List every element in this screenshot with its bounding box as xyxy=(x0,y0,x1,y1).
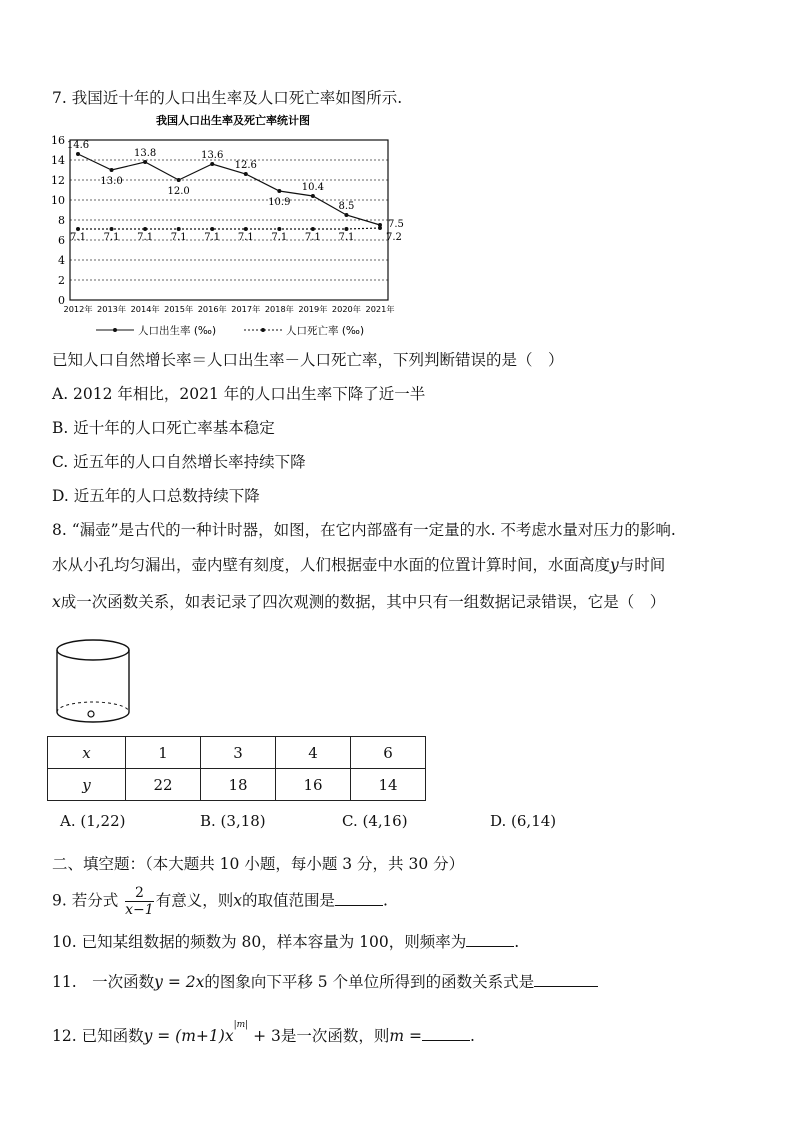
legend-label: 人口死亡率 (‰) xyxy=(286,325,365,337)
chart-plot-frame xyxy=(70,140,388,300)
water-clock-cylinder-image xyxy=(52,636,134,728)
data-label: 7.1 xyxy=(271,232,288,243)
x-tick-label: 2017年 xyxy=(231,304,261,314)
death-rate-point xyxy=(76,227,80,231)
death-rate-point xyxy=(344,227,348,231)
data-label: 7.1 xyxy=(304,232,321,243)
birth-death-rate-chart xyxy=(48,108,404,340)
birth-rate-point xyxy=(344,213,348,217)
table-row-y xyxy=(48,769,426,801)
q10-end: . xyxy=(514,933,520,951)
x-tick-label: 2015年 xyxy=(164,304,194,314)
y-tick-label: 4 xyxy=(58,254,65,267)
x-tick-label: 2020年 xyxy=(331,304,361,314)
q11 xyxy=(52,970,598,992)
q8-line-3 xyxy=(52,590,665,612)
table-cell: 3 xyxy=(201,737,276,769)
birth-rate-point xyxy=(210,162,214,166)
q12-formula-b: + 3 xyxy=(248,1027,281,1045)
data-label: 7.2 xyxy=(386,232,402,243)
x-tick-label: 2021年 xyxy=(365,304,395,314)
birth-rate-point xyxy=(177,178,181,182)
x-tick-label: 2012年 xyxy=(63,304,93,314)
chart-title: 我国人口出生率及死亡率统计图 xyxy=(156,114,310,127)
x-tick-label: 2014年 xyxy=(130,304,160,314)
death-rate-point xyxy=(210,227,214,231)
death-rate-point xyxy=(177,227,181,231)
y-tick-label: 2 xyxy=(58,274,65,287)
q8-var-x: x xyxy=(52,593,61,611)
birth-rate-point xyxy=(143,160,147,164)
section-2-heading: 二、填空题：（本大题共 10 小题，每小题 3 分，共 30 分） xyxy=(52,855,465,873)
data-label: 12.0 xyxy=(167,186,190,197)
q8-var-y: y xyxy=(610,556,619,574)
data-label: 7.1 xyxy=(204,232,221,243)
q9-suffix: 有意义，则 xyxy=(155,891,234,910)
data-label: 13.8 xyxy=(133,148,157,159)
y-tick-label: 0 xyxy=(58,294,65,307)
q12-formula-a: y = (m+1)x xyxy=(143,1027,234,1045)
q10 xyxy=(52,930,519,952)
q8-line-2-text: 水从小孔均匀漏出，壶内壁有刻度，人们根据壶中水面的位置计算时间，水面高度 xyxy=(52,556,611,574)
table-row-x xyxy=(48,737,426,769)
y-tick-label: 6 xyxy=(58,234,65,247)
q11-text: 的图象向下平移 5 个单位所得到的函数关系式是 xyxy=(204,973,535,991)
q8-line-1: 8. “漏壶”是古代的一种计时器，如图，在它内部盛有一定量的水. 不考虑水量对压力的影响. xyxy=(52,521,676,539)
y-tick-label: 8 xyxy=(58,214,65,227)
q9 xyxy=(52,885,388,918)
death-rate-point xyxy=(143,227,147,231)
birth-rate-point xyxy=(244,172,248,176)
legend-marker xyxy=(261,328,265,332)
legend-label: 人口出生率 (‰) xyxy=(138,325,217,337)
q8-line-3-text: 成一次函数关系，如表记录了四次观测的数据，其中只有一组数据记录错误，它是（ ） xyxy=(60,593,666,611)
data-label: 7.1 xyxy=(338,232,355,243)
q9-answer-blank xyxy=(335,893,383,906)
q9-var: x xyxy=(233,891,242,910)
table-cell: 4 xyxy=(276,737,351,769)
x-tick-label: 2018年 xyxy=(264,304,294,314)
data-label: 7.1 xyxy=(237,232,254,243)
table-cell: x xyxy=(48,737,126,769)
q8-line-2-end: 与时间 xyxy=(618,556,666,574)
data-label: 14.6 xyxy=(66,140,90,151)
birth-rate-line xyxy=(78,154,380,225)
death-rate-point xyxy=(244,227,248,231)
q8-data-table xyxy=(47,736,426,801)
table-cell: 1 xyxy=(126,737,201,769)
q9-prefix: 9. 若分式 xyxy=(52,891,119,910)
data-label: 8.5 xyxy=(338,201,355,212)
death-rate-line xyxy=(78,228,380,229)
table-cell: y xyxy=(48,769,126,801)
birth-rate-point xyxy=(311,194,315,198)
death-rate-point xyxy=(311,227,315,231)
q10-answer-blank xyxy=(466,934,514,947)
q11-formula: y = 2x xyxy=(154,973,205,991)
q8-option-d: D. (6,14) xyxy=(490,812,557,830)
y-tick-label: 16 xyxy=(51,134,65,147)
q10-text: 10. 已知某组数据的频数为 80，样本容量为 100，则频率为 xyxy=(52,933,467,951)
q8-option-b: B. (3,18) xyxy=(200,812,266,830)
data-label: 7.1 xyxy=(103,232,120,243)
y-tick-label: 10 xyxy=(51,194,65,207)
data-label: 10.9 xyxy=(268,197,291,208)
q9-end: . xyxy=(382,891,388,910)
birth-rate-point xyxy=(110,168,114,172)
legend-marker xyxy=(113,328,117,332)
q9-suffix-2: 的取值范围是 xyxy=(241,891,335,910)
q12-exponent: |m| xyxy=(233,1020,249,1030)
table-cell: 18 xyxy=(201,769,276,801)
birth-rate-point xyxy=(76,152,80,156)
q8-option-c: C. (4,16) xyxy=(342,812,408,830)
q7-option-c: C. 近五年的人口自然增长率持续下降 xyxy=(52,453,306,471)
data-label: 7.1 xyxy=(170,232,187,243)
data-label: 7.5 xyxy=(388,219,404,230)
q9-denominator: x−1 xyxy=(125,902,154,918)
table-cell: 22 xyxy=(126,769,201,801)
q7-title: 7. 我国近十年的人口出生率及人口死亡率如图所示. xyxy=(52,89,403,107)
birth-rate-point xyxy=(277,189,281,193)
data-label: 7.1 xyxy=(137,232,154,243)
q9-fraction xyxy=(125,885,154,918)
q12-text: 是一次函数，则 xyxy=(280,1027,390,1045)
q8-option-a: A. (1,22) xyxy=(60,812,126,830)
q12-prefix: 12. 已知函数 xyxy=(52,1027,144,1045)
y-tick-label: 12 xyxy=(51,174,65,187)
data-label: 12.6 xyxy=(234,160,257,171)
table-cell: 16 xyxy=(276,769,351,801)
death-rate-point xyxy=(110,227,114,231)
x-tick-label: 2013年 xyxy=(97,304,127,314)
x-tick-label: 2019年 xyxy=(298,304,328,314)
x-tick-label: 2016年 xyxy=(197,304,227,314)
table-cell: 6 xyxy=(351,737,426,769)
q11-answer-blank xyxy=(534,974,598,987)
q7-option-a: A. 2012 年相比，2021 年的人口出生率下降了近一半 xyxy=(52,385,426,403)
q12 xyxy=(52,1020,475,1046)
q12-end: . xyxy=(470,1027,475,1045)
q8-line-2 xyxy=(52,553,665,575)
q7-stem: 已知人口自然增长率＝人口出生率－人口死亡率，下列判断错误的是（ ） xyxy=(52,351,564,369)
data-label: 13.0 xyxy=(100,176,123,187)
q7-option-d: D. 近五年的人口总数持续下降 xyxy=(52,487,260,505)
y-tick-label: 14 xyxy=(51,154,65,167)
q7-option-b: B. 近十年的人口死亡率基本稳定 xyxy=(52,419,275,437)
death-rate-point xyxy=(277,227,281,231)
data-label: 13.6 xyxy=(201,150,224,161)
data-label: 10.4 xyxy=(301,182,325,193)
q9-numerator: 2 xyxy=(125,885,154,902)
death-rate-point xyxy=(378,226,382,230)
q12-answer-blank xyxy=(422,1028,470,1041)
q12-var: m = xyxy=(389,1027,423,1045)
data-label: 7.1 xyxy=(70,232,86,243)
table-cell: 14 xyxy=(351,769,426,801)
q11-prefix: 11. 一次函数 xyxy=(52,973,155,991)
